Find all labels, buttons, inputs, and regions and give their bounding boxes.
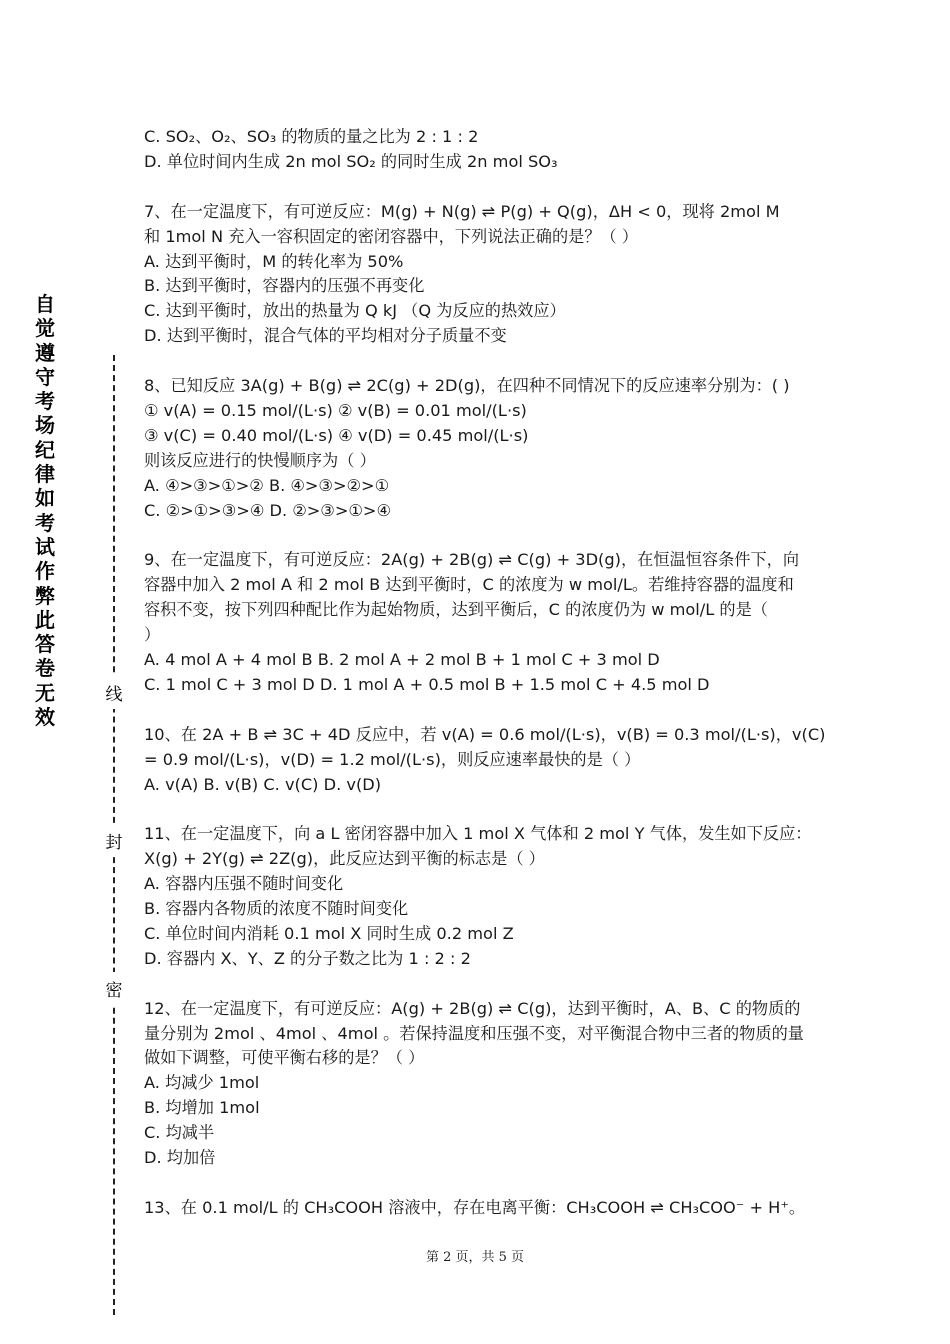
q9-stem-line-4: ）: [144, 625, 161, 645]
q11-option-c: C. 单位时间内消耗 0.1 mol X 同时生成 0.2 mol Z: [144, 923, 514, 943]
q10-stem-line-2: = 0.9 mol/(L·s)，v(D) = 1.2 mol/(L·s)，则反应速率最快的是（ ）: [144, 749, 641, 769]
page-number-footer: 第 2 页，共 5 页: [425, 1250, 525, 1265]
q8-stem-line-2: 则该反应进行的快慢顺序为（ ）: [144, 450, 376, 470]
q9-stem-line-1: 9、在一定温度下，有可逆反应：2A(g) + 2B(g) ⇌ C(g) + 3D(g)，在恒温恒容条件下，向: [144, 550, 800, 570]
q9-stem-line-3: 容积不变，按下列四种配比作为起始物质，达到平衡后，C 的浓度仍为 w mol/L 的是（: [144, 600, 768, 620]
q7-stem-line-1: 7、在一定温度下，有可逆反应：M(g) + N(g) ⇌ P(g) + Q(g)，ΔH < 0，现将 2mol M: [144, 201, 780, 221]
q6-option-d: D. 单位时间内生成 2n mol SO₂ 的同时生成 2n mol SO₃: [144, 151, 558, 171]
q7-option-c: C. 达到平衡时，放出的热量为 Q kJ （Q 为反应的热效应）: [144, 301, 566, 321]
q11-option-d: D. 容器内 X、Y、Z 的分子数之比为 1 : 2 : 2: [144, 948, 471, 968]
q10-options: A. v(A) B. v(B) C. v(C) D. v(D): [144, 774, 382, 794]
q7-option-b: B. 达到平衡时，容器内的压强不再变化: [144, 276, 425, 296]
q11-stem-line-2: X(g) + 2Y(g) ⇌ 2Z(g)，此反应达到平衡的标志是（ ）: [144, 849, 545, 869]
q11-option-b: B. 容器内各物质的浓度不随时间变化: [144, 899, 409, 919]
q8-options-ab: A. ④>③>①>② B. ④>③>②>①: [144, 475, 390, 495]
q7-stem-line-2: 和 1mol N 充入一容积固定的密闭容器中，下列说法正确的是？（ ）: [144, 226, 639, 246]
q11-stem-line-1: 11、在一定温度下，向 a L 密闭容器中加入 1 mol X 气体和 2 mol Y 气体，发生如下反应：: [144, 824, 812, 844]
binding-label-seal: 封: [103, 824, 125, 857]
q12-stem-line-3: 做如下调整，可使平衡右移的是？（ ）: [144, 1048, 425, 1068]
binding-label-secret: 密: [103, 972, 125, 1005]
binding-label-line: 线: [103, 676, 125, 709]
q8-options-cd: C. ②>①>③>④ D. ②>③>①>④: [144, 500, 391, 520]
q9-stem-line-2: 容器中加入 2 mol A 和 2 mol B 达到平衡时，C 的浓度为 w mol/L。若维持容器的温度和: [144, 575, 794, 595]
q12-option-d: D. 均加倍: [144, 1148, 216, 1168]
q7-option-d: D. 达到平衡时，混合气体的平均相对分子质量不变: [144, 326, 507, 346]
q8-rates-line-1: ① v(A) = 0.15 mol/(L·s) ② v(B) = 0.01 mol/(L·s): [144, 400, 527, 420]
q9-options-cd: C. 1 mol C + 3 mol D D. 1 mol A + 0.5 mol B + 1.5 mol C + 4.5 mol D: [144, 674, 710, 694]
q9-options-ab: A. 4 mol A + 4 mol B B. 2 mol A + 2 mol B + 1 mol C + 3 mol D: [144, 649, 660, 669]
q7-option-a: A. 达到平衡时，M 的转化率为 50%: [144, 251, 404, 271]
q10-stem-line-1: 10、在 2A + B ⇌ 3C + 4D 反应中，若 v(A) = 0.6 mol/(L·s)，v(B) = 0.3 mol/(L·s)，v(C): [144, 724, 826, 744]
q12-stem-line-2: 量分别为 2mol 、4mol 、4mol 。若保持温度和压强不变，对平衡混合物中三者的物质的量: [144, 1023, 804, 1043]
q8-rates-line-2: ③ v(C) = 0.40 mol/(L·s) ④ v(D) = 0.45 mol/(L·s): [144, 425, 529, 445]
q13-stem-line-1: 13、在 0.1 mol/L 的 CH₃COOH 溶液中，存在电离平衡：CH₃COOH ⇌ CH₃COO⁻ + H⁺。: [144, 1197, 806, 1217]
q12-option-c: C. 均减半: [144, 1123, 215, 1143]
q8-stem-line-1: 8、已知反应 3A(g) + B(g) ⇌ 2C(g) + 2D(g)，在四种不同情况下的反应速率分别为：( ): [144, 376, 790, 396]
q6-option-c: C. SO₂、O₂、SO₃ 的物质的量之比为 2 : 1 : 2: [144, 127, 479, 146]
exam-discipline-warning: 自觉遵守考场纪律如考试作弊此答卷无效: [35, 292, 55, 730]
q12-option-b: B. 均增加 1mol: [144, 1098, 260, 1118]
q12-stem-line-1: 12、在一定温度下，有可逆反应：A(g) + 2B(g) ⇌ C(g)，达到平衡时，A、B、C 的物质的: [144, 998, 801, 1018]
q11-option-a: A. 容器内压强不随时间变化: [144, 874, 344, 894]
question-content: [144, 125, 826, 1221]
q12-option-a: A. 均减少 1mol: [144, 1073, 260, 1093]
